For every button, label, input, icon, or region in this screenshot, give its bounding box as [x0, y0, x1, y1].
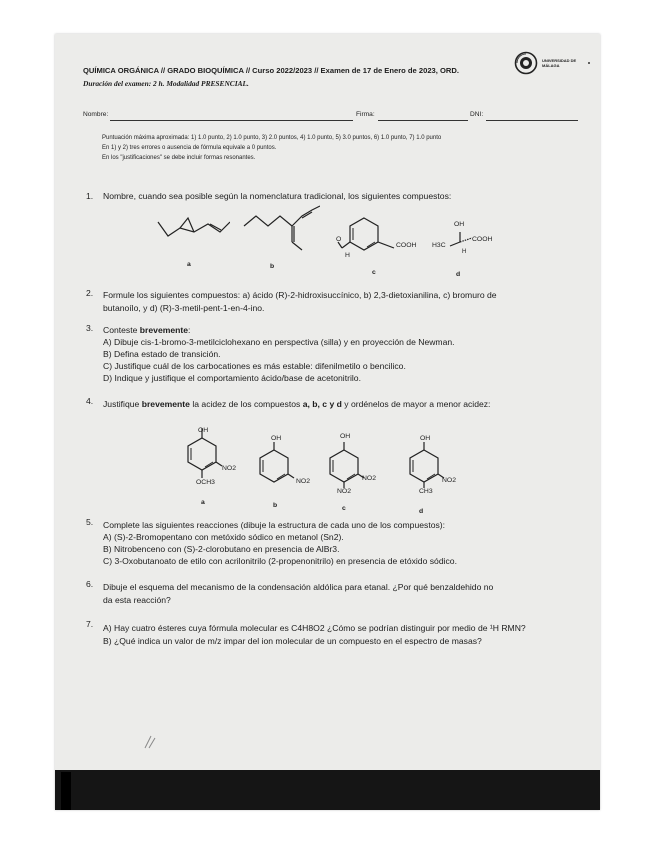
question-number: 5. [86, 517, 94, 527]
question-6-line1: Dibuje el esquema del mecanismo de la condensación aldólica para etanal. ¿Por qué benzaldehido no [103, 582, 494, 592]
signature-field[interactable] [378, 120, 468, 121]
ch3-label: CH3 [419, 488, 433, 495]
name-label: Nombre: [83, 111, 109, 118]
d-oh: OH [454, 221, 465, 228]
question-2-line2: butanoílo, y d) (R)-3-metil-pent-1-en-4-ino. [103, 303, 265, 313]
signature-label: Firma: [356, 111, 375, 118]
instruction-line: En 1) y 2) tres errores o ausencia de fórmula equivale a 0 puntos. [102, 145, 277, 151]
no2-label: NO2 [222, 465, 236, 472]
d-cooh: COOH [472, 236, 493, 243]
name-field[interactable] [110, 120, 353, 121]
oh-label: OH [271, 435, 282, 442]
question-3-item: C) Justifique cuál de los carbocationes es más estable: difenilmetilo o bencilico. [103, 361, 406, 371]
instruction-line: En los "justificaciones" se debe incluir formas resonantes. [102, 155, 256, 161]
structure-d-lactic [448, 230, 476, 250]
pencil-mark [143, 732, 159, 750]
question-4-text: Justifique brevemente la acidez de los compuestos a, b, c y d y ordénelos de mayor a menor acidez: [103, 399, 491, 409]
label-c: c [342, 505, 346, 512]
question-3-intro: Conteste brevemente: [103, 325, 191, 335]
label-a: a [187, 261, 191, 268]
question-7-item: B) ¿Qué indica un valor de m/z impar del ion molecular de un compuesto en el espectro de masas? [103, 636, 482, 646]
question-7-item: A) Hay cuatro ésteres cuya fórmula molecular es C4H8O2 ¿Cómo se podrían distinguir por medio de ¹H RMN? [103, 623, 526, 633]
label-a: a [201, 499, 205, 506]
c-cooh: COOH [396, 242, 417, 249]
question-3-item: D) Indique y justifique el comportamiento ácido/base de acetonitrilo. [103, 373, 361, 383]
exam-title: QUÍMICA ORGÁNICA // GRADO BIOQUÍMICA // Curso 2022/2023 // Examen de 17 de Enero de 2023, ORD. [83, 66, 459, 75]
label-c: c [372, 269, 376, 276]
scan-shadow-bar [55, 770, 600, 810]
question-2-line1: Formule los siguientes compuestos: a) ácido (R)-2-hidroxisuccínico, b) 2,3-dietoxianilina, c) bromuro de [103, 290, 497, 300]
d-h3c: H3C [432, 242, 446, 249]
no2-label: NO2 [362, 475, 376, 482]
bold-word: brevemente [139, 325, 189, 335]
question-number: 6. [86, 579, 94, 589]
question-number: 2. [86, 288, 94, 298]
question-number: 4. [86, 396, 94, 406]
no2-label: NO2 [337, 488, 351, 495]
exam-duration: Duración del examen: 2 h. Modalidad PRESENCIAL. [83, 79, 249, 88]
question-number: 7. [86, 619, 94, 629]
question-5-item: A) (S)-2-Bromopentano con metóxido sódico en metanol (Sn2). [103, 532, 344, 542]
d-h: H [462, 249, 467, 255]
dni-field[interactable] [486, 120, 578, 121]
question-1-text: Nombre, cuando sea posible según la nomenclatura tradicional, los siguientes compuestos: [103, 191, 452, 201]
question-6-line2: da esta reacción? [103, 595, 171, 605]
dni-label: DNI: [470, 111, 484, 118]
question-5-text: Complete las siguientes reacciones (dibuje la estructura de cada uno de los compuestos): [103, 520, 446, 530]
label-d: d [456, 271, 461, 278]
no2-label: NO2 [442, 477, 456, 484]
c-hydrogen: H [345, 252, 350, 259]
label-b: b [270, 263, 275, 270]
och3-label: OCH3 [196, 479, 215, 486]
oh-label: OH [198, 427, 209, 434]
structure-4b [256, 440, 316, 496]
oh-label: OH [420, 435, 431, 442]
label-d: d [419, 508, 424, 515]
label-b: b [273, 502, 278, 509]
question-number: 1. [86, 191, 94, 201]
question-3-item: B) Defina estado de transición. [103, 349, 221, 359]
structure-4d [404, 440, 464, 500]
structure-a-cyclopropane [150, 212, 230, 242]
university-logo-icon [514, 51, 538, 75]
question-5-item: B) Nitrobenceno con (S)-2-clorobutano en presencia de AlBr3. [103, 544, 340, 554]
question-number: 3. [86, 323, 94, 333]
question-5-item: C) 3-Oxobutanoato de etilo con acrilonitrilo (2-propenonitrilo) en presencia de etóxido sódico. [103, 556, 457, 566]
oh-label: OH [340, 433, 351, 440]
structure-4c [324, 440, 384, 500]
structure-b-enyne [240, 200, 320, 256]
university-name: UNIVERSIDAD DE MÁLAGA [542, 58, 577, 68]
question-3-item: A) Dibuje cis-1-bromo-3-metilciclohexano en perspectiva (silla) y en proyección de Newman. [103, 337, 455, 347]
instruction-line: Puntuación máxima aproximada: 1) 1.0 punto, 2) 1.0 punto, 3) 2.0 puntos, 4) 1.0 punto, 5) 3.0 puntos, 6) 1.0 punto, 7) 1.0 punto [102, 135, 442, 141]
structure-c-formylbenzoic [334, 212, 398, 260]
no2-label: NO2 [296, 478, 310, 485]
c-oxygen: O [336, 236, 342, 243]
